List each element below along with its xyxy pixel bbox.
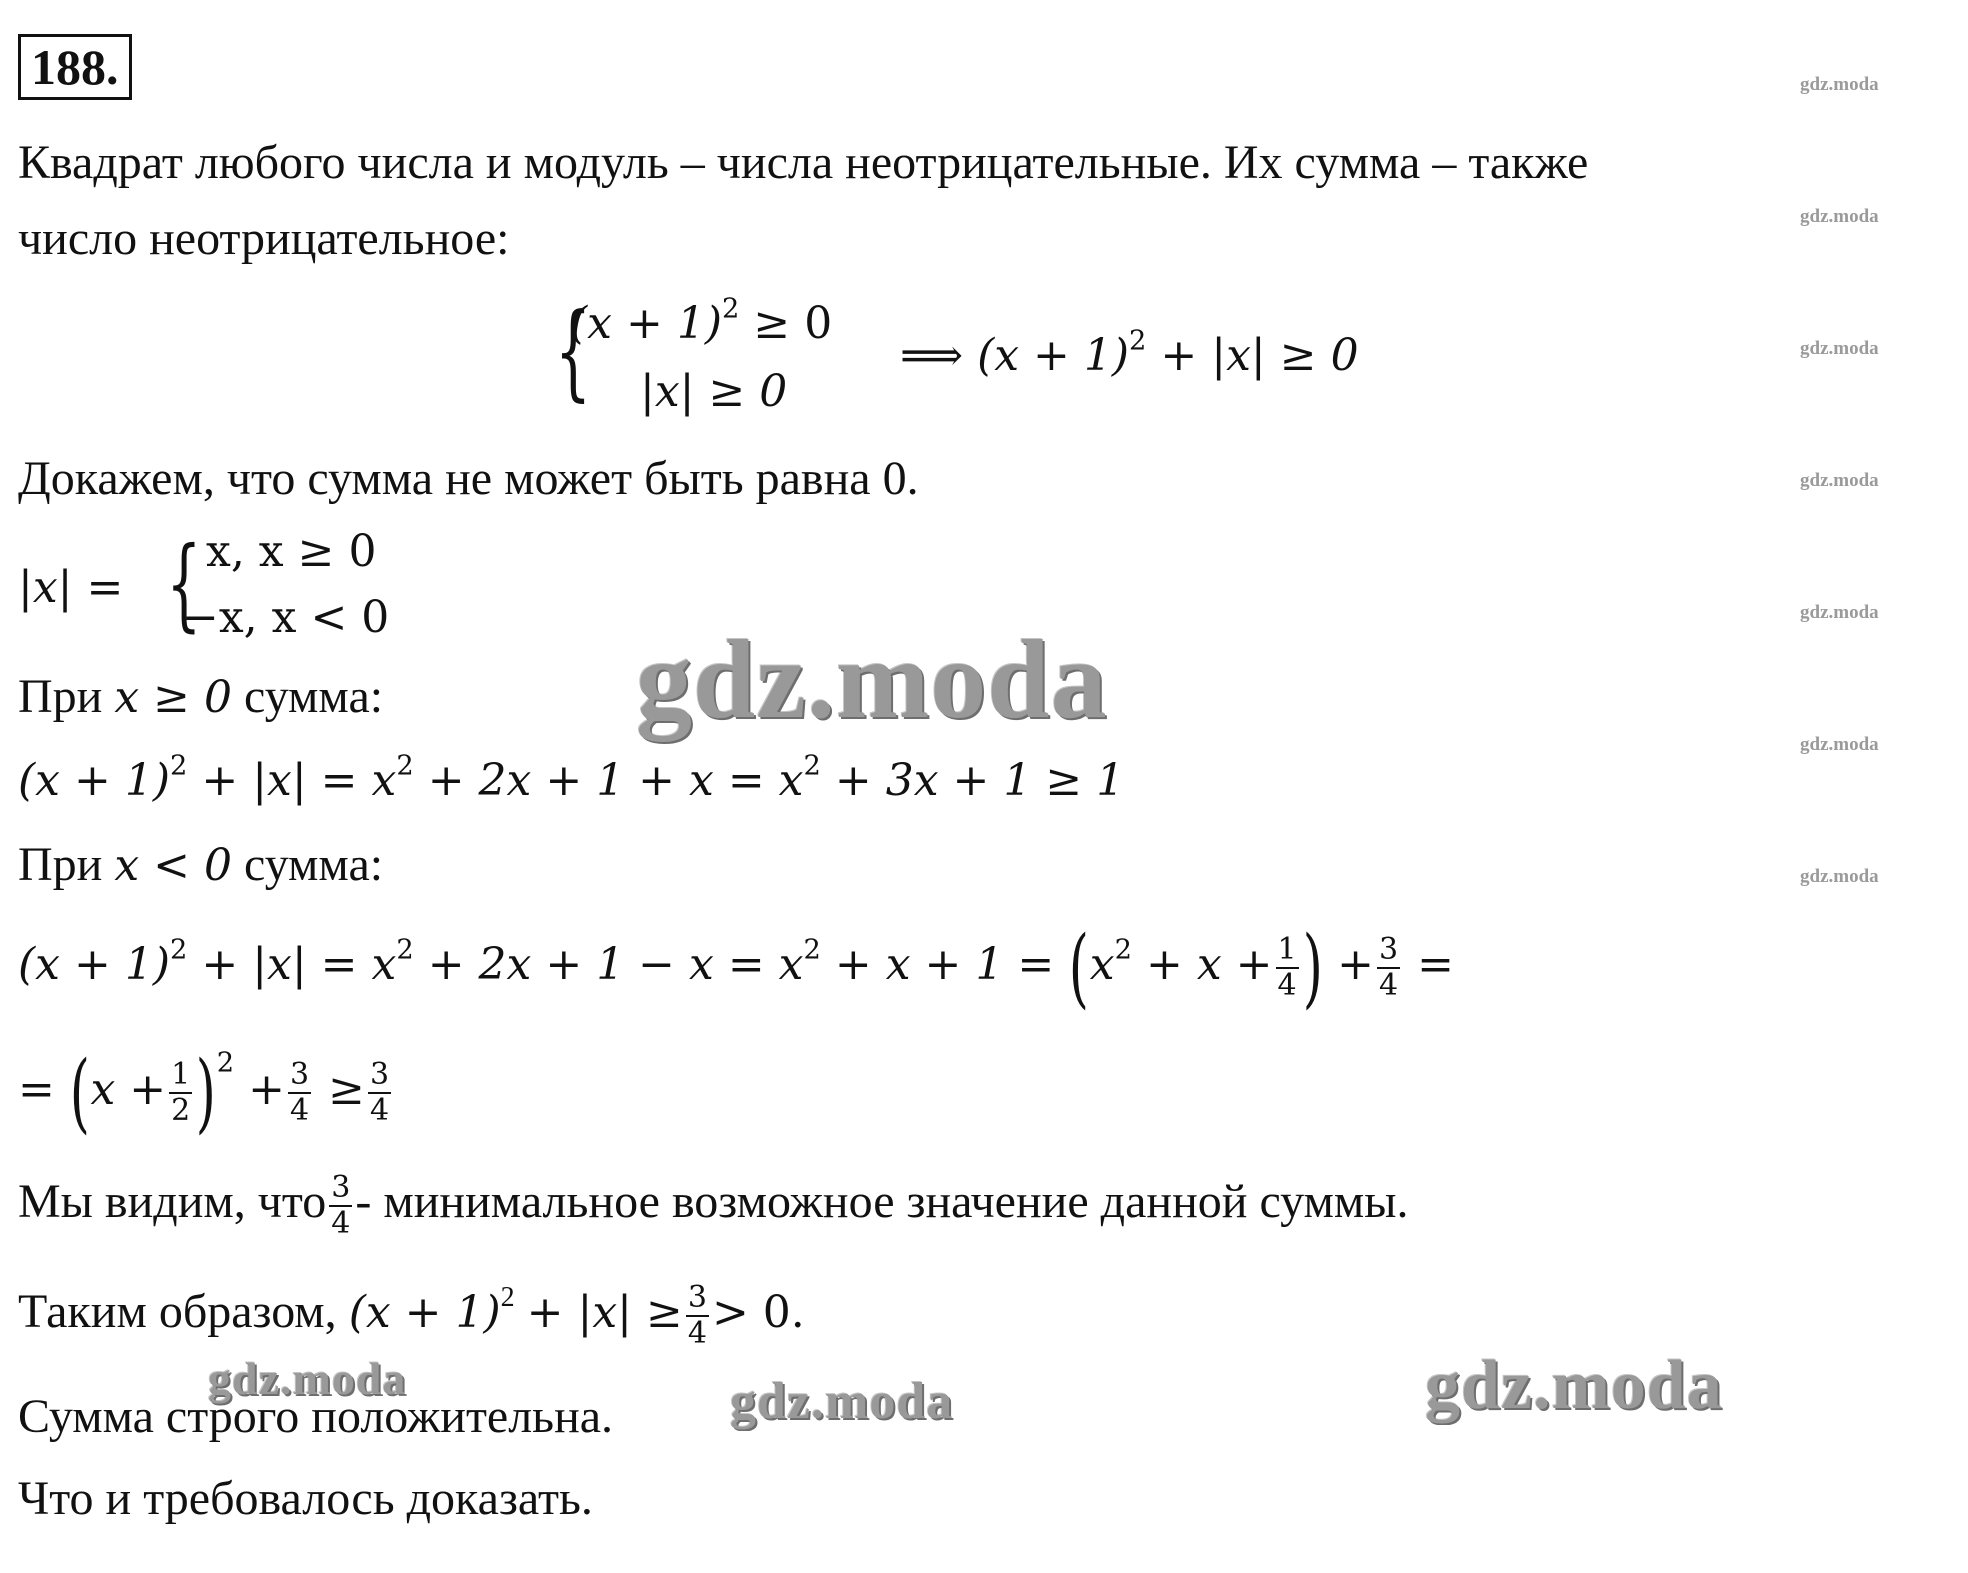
watermark-small-6: gdz.moda <box>1800 734 1879 755</box>
fraction-three-quarters-3: $\frac{3}{4}$ <box>369 1056 390 1128</box>
qed-statement: Что и требовалось доказать. <box>18 1472 593 1525</box>
abs-brace: { <box>166 525 202 642</box>
fraction-three-quarters: $\frac{3}{4}$ <box>1379 931 1399 1003</box>
watermark-large-center: gdz.moda <box>636 618 1108 742</box>
system-row-1: $(x + 1)^2 \ge 0$ <box>570 293 833 349</box>
abs-row-1: x, x ≥ 0 <box>206 526 377 577</box>
paragraph-1-line-2: число неотрицательное: <box>18 212 510 265</box>
watermark-medium-left: gdz.moda <box>208 1353 407 1404</box>
watermark-small-1: gdz.moda <box>1800 74 1879 95</box>
watermark-small-7: gdz.moda <box>1800 866 1879 887</box>
case-2-heading: При x < 0 сумма: <box>18 838 384 891</box>
watermark-large-right: gdz.moda <box>1425 1347 1723 1424</box>
minimum-statement: Мы видим, что $\frac{3}{4}$ - минимальное возможное значение данной суммы. <box>18 1169 1409 1241</box>
problem-number: 188. <box>18 34 132 100</box>
abs-lhs: |x| = <box>18 562 124 613</box>
watermark-small-3: gdz.moda <box>1800 338 1879 359</box>
fraction-one-quarter: $\frac{1}{4}$ <box>1277 931 1297 1003</box>
system-row-2: |x| ≥ 0 <box>640 366 788 417</box>
fraction-one-half: $\frac{1}{2}$ <box>171 1056 191 1128</box>
case-1-heading: При x ≥ 0 сумма: <box>18 670 384 723</box>
watermark-medium-center: gdz.moda <box>730 1373 954 1430</box>
watermark-small-5: gdz.moda <box>1800 602 1879 623</box>
system-nonnegative <box>530 290 1450 430</box>
case-1-equation: $(x + 1)^2 + |x| = x^2 + 2x + 1 + x = x^2 + 3x + 1 \ge 1$ <box>18 750 1125 806</box>
watermark-small-2: gdz.moda <box>1800 206 1879 227</box>
case-2-equation: $(x + 1)^2 + |x| = x^2 + 2x + 1 - x = x^2 + x + 1 = (x^2 + x$ + $\frac{1}{4}$ ) + $\frac{3}{4}$ = <box>18 917 1454 1018</box>
fraction-three-quarters-4: $\frac{3}{4}$ <box>331 1169 351 1241</box>
case-2-equation-continued: = (x + $\frac{1}{2}$ )$^2$ + $\frac{3}{4}$ ≥ $\frac{3}{4}$ <box>18 1042 390 1143</box>
abs-row-2: −x, x < 0 <box>182 592 390 643</box>
abs-definition <box>18 526 518 656</box>
fraction-three-quarters-5: $\frac{3}{4}$ <box>687 1279 707 1351</box>
conclusion-line: Таким образом, $(x + 1)^2 + |x|$ ≥ $\frac{3}{4}$ > 0. <box>18 1279 805 1351</box>
fraction-three-quarters-2: $\frac{3}{4}$ <box>290 1056 310 1128</box>
watermark-small-4: gdz.moda <box>1800 470 1879 491</box>
positive-statement: Сумма строго положительна. <box>18 1390 614 1443</box>
paragraph-1-line-1: Квадрат любого числа и модуль – числа неотрицательные. Их сумма – также <box>18 136 1589 189</box>
implication: ⟹ $(x + 1)^2 + |x| \ge 0$ <box>900 325 1359 381</box>
left-brace: { <box>554 290 592 412</box>
paragraph-2: Докажем, что сумма не может быть равна 0. <box>18 452 919 505</box>
